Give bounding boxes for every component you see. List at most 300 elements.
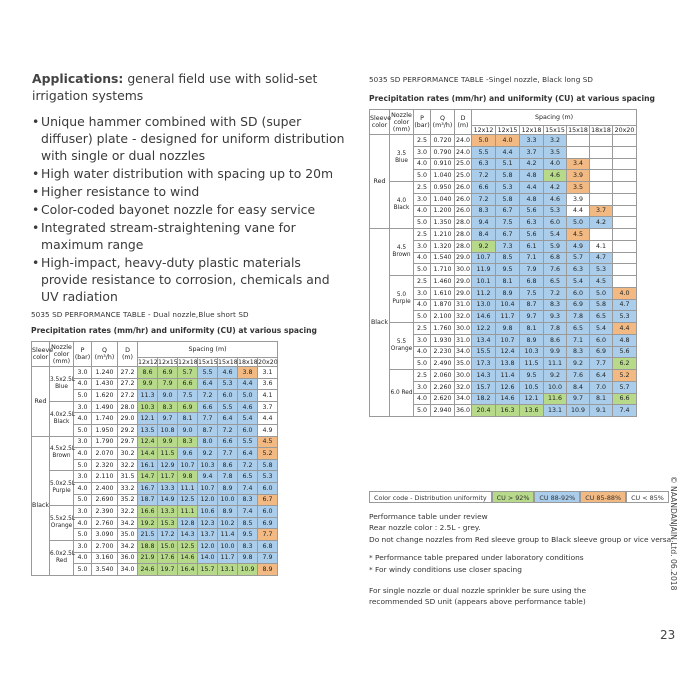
diameter-cell: 32.2 [118,459,138,471]
precipitation-cell: 15.0 [158,540,178,552]
precipitation-cell: 8.3 [238,494,258,506]
precipitation-cell: 6.9 [567,299,590,311]
precipitation-cell: 6.8 [544,252,567,264]
precipitation-cell: 8.1 [520,323,544,335]
precipitation-cell [613,158,637,170]
precipitation-cell: 10.0 [544,381,567,393]
precipitation-cell: 16.7 [138,482,158,494]
precipitation-cell: 7.5 [178,390,198,402]
precipitation-cell: 6.3 [567,264,590,276]
precipitation-cell: 7.8 [567,311,590,323]
diameter-cell: 29.2 [118,424,138,436]
precipitation-cell: 9.9 [158,436,178,448]
precipitation-cell: 11.5 [158,448,178,460]
precipitation-cell: 3.7 [590,205,613,217]
sleeve-color-cell: Red [370,135,390,229]
precipitation-cell: 7.9 [520,264,544,276]
flow-cell: 1.950 [92,424,118,436]
precipitation-cell: 20.4 [472,405,496,417]
spacing-column-header: 12x15 [496,126,520,135]
pressure-cell: 5.0 [74,494,92,506]
precipitation-cell: 13.3 [158,506,178,518]
precipitation-cell: 9.8 [238,552,258,564]
precipitation-cell: 7.8 [218,471,238,483]
flow-cell: 3.540 [92,564,118,576]
precipitation-cell: 5.9 [544,240,567,252]
pressure-cell: 3.0 [414,287,431,299]
precipitation-cell: 12.1 [520,393,544,405]
diameter-cell: 32.0 [455,381,472,393]
precipitation-cell: 5.3 [613,311,637,323]
precipitation-cell: 7.0 [590,381,613,393]
precipitation-cell: 7.2 [472,170,496,182]
precipitation-cell: 3.1 [258,367,278,379]
spacing-column-header: 20x20 [613,126,637,135]
precipitation-cell: 7.2 [472,193,496,205]
precipitation-cell: 11.9 [472,264,496,276]
precipitation-cell: 5.6 [520,205,544,217]
pressure-cell: 4.0 [414,252,431,264]
precipitation-cell: 10.0 [218,494,238,506]
precipitation-cell: 12.3 [198,517,218,529]
precipitation-cell: 7.1 [520,252,544,264]
precipitation-cell: 21.5 [138,529,158,541]
precipitation-cell: 3.4 [567,158,590,170]
precipitation-cell: 16.6 [138,506,158,518]
precipitation-cell: 16.1 [138,459,158,471]
precipitation-cell: 3.2 [544,135,567,147]
precipitation-cell: 5.5 [198,367,218,379]
precipitation-cell: 5.1 [496,158,520,170]
precipitation-cell: 13.1 [544,405,567,417]
precipitation-cell: 10.1 [472,276,496,288]
precipitation-cell: 15.5 [472,346,496,358]
precipitation-cell: 4.5 [258,436,278,448]
precipitation-cell: 8.6 [138,367,158,379]
precipitation-cell: 5.3 [590,264,613,276]
precipitation-cell: 10.8 [158,424,178,436]
precipitation-cell: 13.0 [472,299,496,311]
precipitation-cell: 12.4 [138,436,158,448]
precipitation-cell: 9.6 [178,448,198,460]
precipitation-cell: 14.7 [138,471,158,483]
precipitation-cell: 10.9 [238,564,258,576]
precipitation-cell: 8.6 [218,459,238,471]
legend-label: Color code - Distribution uniformity [369,491,492,503]
pressure-cell: 3.0 [74,401,92,413]
precipitation-cell: 14.3 [472,370,496,382]
precipitation-cell: 16.3 [496,405,520,417]
precipitation-cell: 10.9 [567,405,590,417]
pressure-cell: 3.0 [414,193,431,205]
spacing-column-header: 18x18 [238,358,258,366]
precipitation-cell: 8.1 [178,413,198,425]
pressure-cell: 5.0 [414,217,431,229]
table-row [32,401,278,413]
diameter-cell: 30.0 [455,323,472,335]
spacing-header: Spacing (m) [138,342,278,358]
application-bullet: • High-impact, heavy-duty plastic materials provide resistance to corrosion, chemicals and UV radiation [32,254,347,305]
flow-cell: 1.040 [431,193,455,205]
precipitation-cell: 4.9 [567,240,590,252]
precipitation-cell: 6.6 [178,378,198,390]
precipitation-cell [590,135,613,147]
precipitation-cell: 3.3 [520,135,544,147]
diameter-header: D (m) [455,110,472,135]
precipitation-cell: 8.0 [198,436,218,448]
flow-cell: 1.790 [92,436,118,448]
nozzle-color-cell: 4.5x2.5L Brown [50,436,74,471]
precipitation-cell: 9.5 [520,370,544,382]
precipitation-cell: 14.0 [198,552,218,564]
flow-cell: 1.350 [431,217,455,229]
notes-section [369,511,674,608]
precipitation-cell: 6.8 [258,540,278,552]
precipitation-cell: 16.4 [178,564,198,576]
precipitation-cell: 17.3 [472,358,496,370]
precipitation-cell: 4.0 [544,158,567,170]
legend-cu-above-92: CU > 92% [492,491,535,503]
precipitation-cell: 10.3 [198,459,218,471]
table-row [370,229,637,241]
precipitation-cell: 6.3 [520,217,544,229]
precipitation-cell [590,182,613,194]
precipitation-cell: 11.6 [544,393,567,405]
flow-cell: 1.760 [431,323,455,335]
diameter-cell: 28.0 [118,401,138,413]
diameter-cell: 34.2 [118,517,138,529]
flow-cell: 1.620 [92,390,118,402]
pressure-cell: 2.5 [414,370,431,382]
precipitation-cell: 3.8 [238,367,258,379]
precipitation-cell [613,252,637,264]
precipitation-cell: 12.9 [158,459,178,471]
diameter-cell: 29.7 [118,436,138,448]
precipitation-cell: 8.3 [544,299,567,311]
precipitation-cell: 7.7 [258,529,278,541]
precipitation-cell [613,170,637,182]
flow-cell: 1.430 [92,378,118,390]
diameter-cell: 24.0 [455,146,472,158]
sleeve-color-header: Sleeve color [32,342,50,367]
precipitation-cell: 7.9 [258,552,278,564]
precipitation-cell: 9.8 [496,323,520,335]
application-bullet: • Integrated stream-straightening vane for maximum range [32,219,347,253]
spacing-header: Spacing (m) [472,110,637,126]
pressure-cell: 2.5 [414,229,431,241]
spacing-column-header: 20x20 [258,358,278,366]
nozzle-color-cell: 5.5x2.5L Orange [50,506,74,541]
sleeve-color-cell: Black [32,436,50,575]
precipitation-cell: 8.1 [496,276,520,288]
precipitation-cell: 11.1 [544,358,567,370]
applications-section [32,70,347,306]
precipitation-cell: 8.9 [496,287,520,299]
precipitation-cell: 7.2 [238,459,258,471]
nozzle-color-cell: 5.5 Orange [390,323,414,370]
precipitation-cell [613,276,637,288]
diameter-cell: 30.0 [455,264,472,276]
precipitation-cell [590,146,613,158]
precipitation-cell: 10.3 [520,346,544,358]
precipitation-cell: 9.7 [567,393,590,405]
flow-cell: 1.540 [431,252,455,264]
flow-cell: 2.230 [431,346,455,358]
note-line: * Performance table prepared under laboratory conditions [369,553,584,563]
precipitation-cell: 14.6 [178,552,198,564]
precipitation-cell: 7.4 [238,482,258,494]
precipitation-cell: 8.3 [158,401,178,413]
pressure-header: P (bar) [414,110,431,135]
diameter-cell: 35.2 [118,494,138,506]
diameter-cell: 30.0 [455,370,472,382]
precipitation-cell: 6.1 [520,240,544,252]
precipitation-cell: 5.6 [613,346,637,358]
pressure-cell: 3.0 [74,471,92,483]
precipitation-cell: 6.7 [496,229,520,241]
nozzle-color-header: Nozzle color (mm) [51,343,72,365]
table-row [32,436,278,448]
precipitation-cell: 4.6 [544,193,567,205]
precipitation-cell: 10.2 [218,517,238,529]
diameter-cell: 29.0 [455,276,472,288]
precipitation-cell: 4.2 [520,158,544,170]
page-number: 23 [660,628,676,642]
flow-header: Q (m³/h) [431,110,455,135]
precipitation-cell: 6.5 [544,276,567,288]
precipitation-cell: 8.7 [520,299,544,311]
precipitation-cell: 12.4 [496,346,520,358]
precipitation-cell: 14.4 [138,448,158,460]
precipitation-cell: 4.1 [590,240,613,252]
legend-cu-88-92: CU 88-92% [534,491,580,503]
nozzle-color-header: Nozzle color (mm) [391,111,412,133]
precipitation-cell: 9.2 [544,370,567,382]
single-nozzle-table-block [369,75,655,417]
precipitation-cell: 4.0 [496,135,520,147]
diameter-cell: 26.0 [455,193,472,205]
pressure-cell: 4.0 [414,393,431,405]
precipitation-cell: 12.6 [496,381,520,393]
precipitation-cell: 11.5 [520,358,544,370]
precipitation-cell: 6.6 [472,182,496,194]
sleeve-color-cell: Black [370,229,390,417]
precipitation-cell: 11.3 [138,390,158,402]
precipitation-cell: 9.4 [472,217,496,229]
precipitation-cell: 7.4 [613,405,637,417]
flow-cell: 1.460 [431,276,455,288]
precipitation-cell: 13.7 [198,529,218,541]
flow-cell: 1.040 [431,170,455,182]
precipitation-cell: 9.2 [567,358,590,370]
nozzle-color-cell: 3.5 Blue [390,135,414,182]
nozzle-color-cell: 3.5x2.5L Blue [50,367,74,402]
precipitation-cell: 5.4 [238,413,258,425]
precipitation-cell: 11.7 [158,471,178,483]
pressure-cell: 5.0 [414,264,431,276]
nozzle-color-cell: 5.0 Purple [390,276,414,323]
nozzle-color-cell: 4.0x2.5L Black [50,401,74,436]
precipitation-cell: 18.2 [472,393,496,405]
flow-header: Q (m³/h) [92,342,118,367]
dual-nozzle-table-block [31,310,317,576]
precipitation-cell: 21.9 [138,552,158,564]
precipitation-cell [567,135,590,147]
precipitation-cell: 7.2 [198,390,218,402]
diameter-cell: 26.0 [455,205,472,217]
pressure-cell: 4.0 [414,158,431,170]
table-row [370,323,637,335]
diameter-cell: 36.0 [118,552,138,564]
diameter-cell: 35.0 [455,358,472,370]
nozzle-color-cell: 6.0x2.5L Red [50,540,74,575]
pressure-cell: 5.0 [414,405,431,417]
precipitation-cell: 5.6 [520,229,544,241]
pressure-cell: 3.0 [414,381,431,393]
precipitation-cell [613,264,637,276]
dual-nozzle-performance-table [31,341,278,576]
precipitation-cell [590,193,613,205]
precipitation-cell: 6.5 [567,323,590,335]
pressure-header: P (bar) [74,342,92,367]
precipitation-cell: 12.5 [178,494,198,506]
diameter-cell: 29.0 [455,287,472,299]
single-nozzle-table-subtitle: Precipitation rates (mm/hr) and uniformity (CU) at various spacing [369,94,655,103]
flow-cell: 1.870 [431,299,455,311]
pressure-cell: 3.0 [74,436,92,448]
pressure-cell: 5.0 [414,170,431,182]
precipitation-cell: 4.5 [567,229,590,241]
precipitation-cell: 7.7 [218,448,238,460]
pressure-cell: 5.0 [74,529,92,541]
precipitation-cell: 7.7 [198,413,218,425]
spacing-column-header: 12x18 [178,358,198,366]
dual-nozzle-table-subtitle: Precipitation rates (mm/hr) and uniformity (CU) at various spacing [31,326,317,335]
precipitation-cell: 6.3 [472,158,496,170]
precipitation-cell: 4.2 [590,217,613,229]
precipitation-cell: 7.7 [590,358,613,370]
spacing-column-header: 12x18 [520,126,544,135]
precipitation-cell: 8.5 [496,252,520,264]
diameter-cell: 26.0 [455,182,472,194]
precipitation-cell: 4.8 [613,334,637,346]
precipitation-cell: 18.7 [138,494,158,506]
precipitation-cell: 4.4 [567,205,590,217]
precipitation-cell: 5.0 [238,390,258,402]
note-line: Performance table under review [369,512,488,521]
precipitation-cell: 9.5 [496,264,520,276]
precipitation-cell: 7.5 [520,287,544,299]
precipitation-cell: 3.5 [544,146,567,158]
precipitation-cell: 5.3 [218,378,238,390]
flow-cell: 2.760 [92,517,118,529]
precipitation-cell: 8.3 [472,205,496,217]
precipitation-cell: 5.0 [472,135,496,147]
precipitation-cell: 9.1 [590,405,613,417]
flow-cell: 0.910 [431,158,455,170]
flow-cell: 2.690 [92,494,118,506]
precipitation-cell: 3.9 [567,170,590,182]
precipitation-cell: 12.0 [198,540,218,552]
precipitation-cell: 5.8 [258,459,278,471]
precipitation-cell: 6.6 [218,436,238,448]
precipitation-cell: 5.7 [567,252,590,264]
precipitation-cell: 19.2 [138,517,158,529]
precipitation-cell: 4.4 [520,182,544,194]
precipitation-cell [590,229,613,241]
application-bullet: • Higher resistance to wind [32,183,347,200]
precipitation-cell: 13.8 [496,358,520,370]
precipitation-cell: 7.1 [567,334,590,346]
precipitation-cell: 5.3 [496,182,520,194]
precipitation-cell: 9.7 [158,413,178,425]
diameter-cell: 25.0 [455,170,472,182]
precipitation-cell: 5.4 [590,323,613,335]
flow-cell: 0.950 [431,182,455,194]
pressure-cell: 3.0 [74,506,92,518]
diameter-cell: 32.2 [118,506,138,518]
flow-cell: 2.110 [92,471,118,483]
diameter-cell: 25.0 [455,158,472,170]
precipitation-cell: 12.0 [198,494,218,506]
diameter-cell: 36.0 [455,405,472,417]
pressure-cell: 3.0 [414,146,431,158]
precipitation-cell: 5.2 [258,448,278,460]
precipitation-cell: 7.2 [218,424,238,436]
precipitation-cell: 5.4 [544,229,567,241]
precipitation-cell: 11.4 [496,370,520,382]
diameter-cell: 24.0 [455,135,472,147]
precipitation-cell: 4.8 [520,193,544,205]
precipitation-cell: 4.7 [613,299,637,311]
applications-heading: Applications: general field use with solid-set irrigation systems [32,71,318,103]
diameter-cell: 31.5 [118,471,138,483]
precipitation-cell: 18.8 [138,540,158,552]
precipitation-cell: 10.7 [178,459,198,471]
applications-list [32,113,347,305]
diameter-cell: 34.0 [455,346,472,358]
precipitation-cell: 6.9 [590,346,613,358]
table-row [32,540,278,552]
flow-cell: 2.260 [431,381,455,393]
precipitation-cell: 9.7 [520,311,544,323]
table-row [370,276,637,288]
precipitation-cell: 5.7 [613,381,637,393]
precipitation-cell [613,240,637,252]
precipitation-cell: 6.9 [158,367,178,379]
spacing-column-header: 15x15 [198,358,218,366]
precipitation-cell: 3.9 [567,193,590,205]
diameter-cell: 30.2 [118,448,138,460]
spacing-column-header: 15x15 [545,126,565,134]
single-nozzle-performance-table [369,109,637,417]
precipitation-cell: 10.6 [198,506,218,518]
precipitation-cell [613,146,637,158]
pressure-cell: 3.0 [414,240,431,252]
precipitation-cell [613,193,637,205]
precipitation-cell: 9.9 [138,378,158,390]
precipitation-cell [613,182,637,194]
precipitation-cell: 6.6 [613,393,637,405]
precipitation-cell: 11.7 [218,552,238,564]
flow-cell: 2.320 [92,459,118,471]
precipitation-cell: 3.7 [258,401,278,413]
pressure-cell: 4.0 [74,482,92,494]
precipitation-cell: 6.0 [258,506,278,518]
table-row [32,506,278,518]
precipitation-cell: 5.8 [590,299,613,311]
application-bullet: • Color-coded bayonet nozzle for easy service [32,201,347,218]
